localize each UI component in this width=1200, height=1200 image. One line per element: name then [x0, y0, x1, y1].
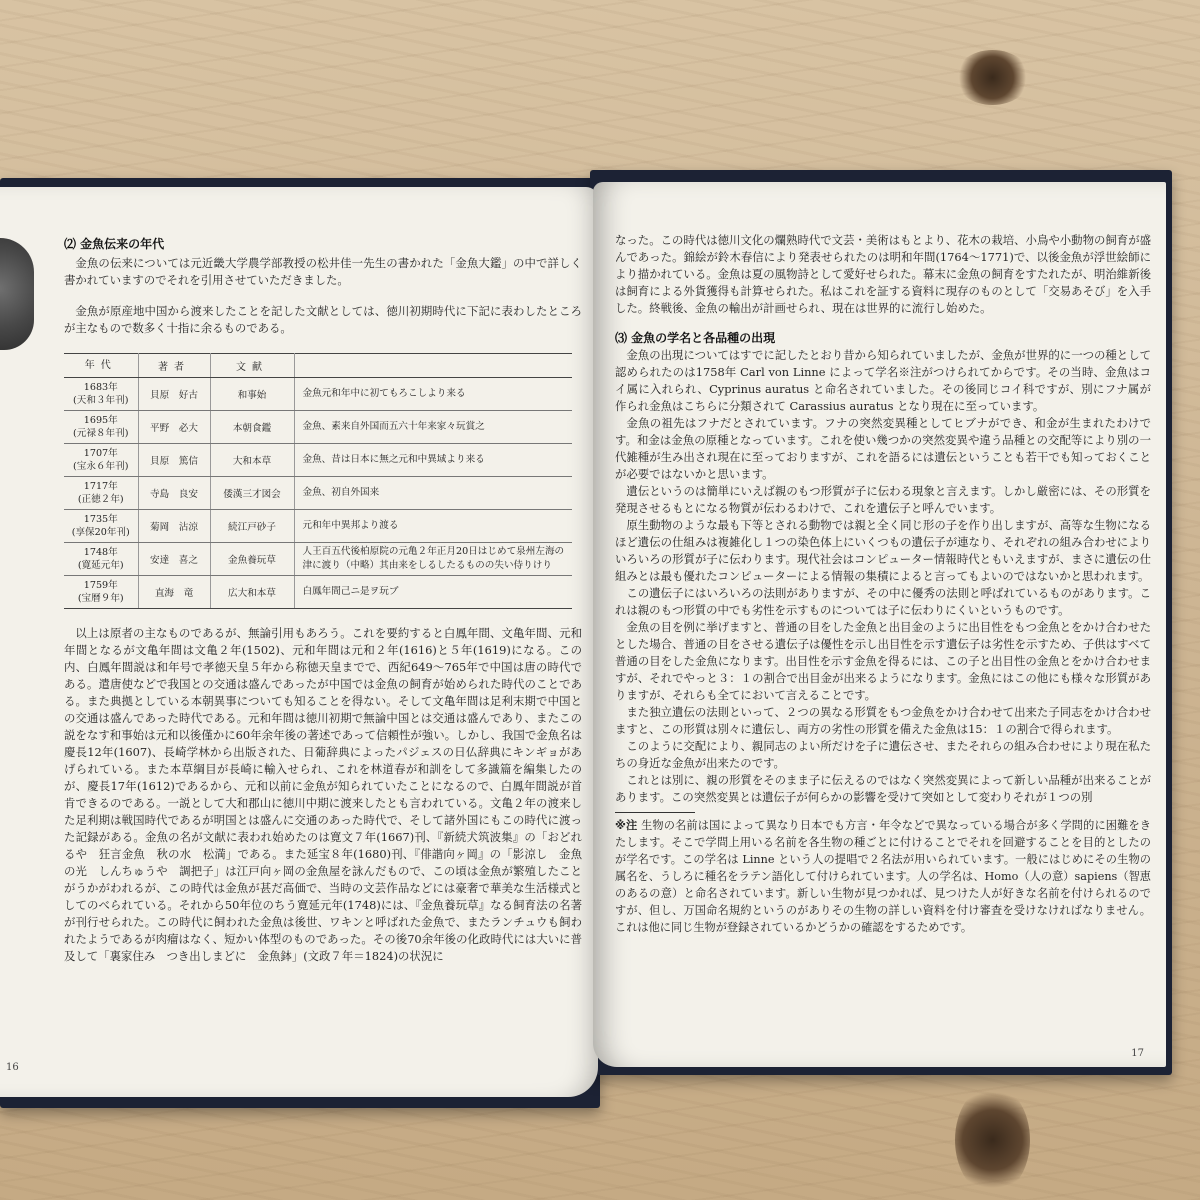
author-cell: 貝原 好古: [138, 378, 210, 411]
left-page-content: [64, 235, 582, 965]
era-cell: [64, 477, 138, 510]
author-cell: 菊岡 沾涼: [138, 510, 210, 543]
table-row: [64, 510, 572, 543]
era-year: 1759年: [83, 580, 118, 591]
table-header-row: [64, 354, 572, 378]
wood-knot: [955, 50, 1030, 105]
table-header-note: [294, 354, 572, 378]
book-cell: 大和本草: [210, 444, 294, 477]
body-paragraph: 金魚の祖先はフナだとされています。フナの突然変異種としてヒブナができ、和金が生まれたわけです。和金は金魚の原種となっています。これを使い幾つかの突然変異や違う品種との交配等により別の一代雑種が生み出され現在に至っておりますが、これを語るには遺伝ということも若干でも知っておくことが必要ではないかと思います。: [615, 416, 1151, 481]
body-paragraphs: [615, 347, 1151, 806]
footnote-rule: [615, 812, 695, 813]
wood-knot: [955, 1085, 1030, 1195]
body-paragraph: この遺伝子にはいろいろの法則がありますが、その中に優秀の法則と呼ばれているものがあります。これは親のもつ形質の中でも劣性を示すものについては子に伝わりにくいというものです。: [615, 586, 1151, 617]
era-year: 1707年: [83, 448, 118, 459]
note-cell: 金魚、初自外国来: [294, 477, 572, 510]
era-year: 1735年: [83, 514, 118, 525]
section-heading-3: ⑶ 金魚の学名と各品種の出現: [615, 331, 776, 345]
table-header-book: 文献: [210, 354, 294, 378]
era-cell: [64, 378, 138, 411]
footnote: [615, 817, 1151, 936]
table-row: [64, 378, 572, 411]
author-cell: 直海 竜: [138, 576, 210, 609]
book-cell: 和事始: [210, 378, 294, 411]
era-sub: (宝暦９年): [77, 593, 124, 604]
era-sub: (元禄８年刊): [73, 428, 129, 439]
section-heading-2: ⑵ 金魚伝来の年代: [64, 237, 165, 251]
table-header-era: 年代: [64, 354, 138, 378]
era-year: 1683年: [83, 382, 118, 393]
era-sub: (寛延元年): [77, 560, 124, 571]
footnote-text: 生物の名前は国によって異なり日本でも方言・年令などで異なっている場合が多く学問的に困難をきたします。そこで学問上用いる名前を各生物の種ごとに付けることでそれを回避することを目的としたのが学名です。この学名は Linne という人の提唱で２名法が用いられています。一般にはじめにその生物の属名を、うしろに種名をラテン語化して付けられています。人の学名は、Homo（人の意）sapiens（智恵のあるの意）と命名されています。新しい生物が見つかれば、見つけた人が好きな名前を付けられるのですが、但し、万国命名規約というのがありその生物の詳しい資料を付け審査を受けなければなりません。これは他に同じ生物が登録されているかどうかの確認をするためです。: [615, 819, 1151, 934]
body-paragraph: 金魚の目を例に挙げますと、普通の目をした金魚と出目金のように出目性をもつ金魚とをかけ合わせたとした場合、普通の目をさせる遺伝子は優性を示し出目性を示す遺伝子は劣性を示すため、子供はすべて普通の目をした金魚になります。出目性を示す金魚を得るには、この子と出目性の金魚とをかけ合わせますが、それでやっと３：１の割合で出目金が出来るようになります。金魚にはこの他にも様々な形質がありますが、それらも全てにおいて言えることです。: [615, 620, 1151, 702]
body-paragraph: このように交配により、親同志のよい所だけを子に遺伝させ、またそれらの組み合わせにより現在私たちの身近な金魚が出来たのです。: [615, 739, 1151, 770]
body-paragraph: 金魚の出現についてはすでに記したとおり昔から知られていましたが、金魚が世界的に一つの種として認められたのは1758年 Carl von Linne によって学名※注がつけられてからです。その当時、金魚はコイ属に入れられ、Cyprinus auratus と命名されていました。その後同じコイ科ですが、別にフナ属が作られ金魚はこちらに分類されて Carassius auratus となり現在に至っています。: [615, 348, 1151, 413]
table-row: [64, 444, 572, 477]
page-number: 16: [6, 1062, 19, 1073]
era-sub: (正徳２年): [77, 494, 124, 505]
note-cell: 元和年中異邦より渡る: [294, 510, 572, 543]
page-number: 17: [1131, 1048, 1144, 1059]
era-cell: [64, 576, 138, 609]
era-sub: (宝永６年刊): [73, 461, 129, 472]
intro-paragraph: 金魚の伝来については元近畿大学農学部教授の松井佳一先生の書かれた「金魚大鑑」の中で詳しく書かれていますのでそれを引用させていただきました。: [64, 256, 582, 287]
note-cell: 金魚、昔は日本に無之元和中異域より来る: [294, 444, 572, 477]
era-cell: [64, 444, 138, 477]
left-page: [0, 187, 598, 1097]
continuation-paragraph: なった。この時代は徳川文化の爛熟時代で文芸・美術はもとより、花木の栽培、小鳥や小動物の飼育が盛んであった。錦絵が鈴木春信により発表せられたのは明和年間(1764〜1771)で、以後金魚が浮世絵師により描かれている。金魚は夏の風物詩として愛好せられた。幕末に金魚の飼育をすたれたが、明治維新後は飼育による外貨獲得も計算せられた。私はこれを証する資料に現存のものとして「交易あそび」を入手した。終戦後、金魚の輸出が計画せられ、現在は世界的に流行し始めた。: [615, 233, 1151, 315]
note-cell: 金魚、素来自外国而五六十年来家々玩賞之: [294, 411, 572, 444]
body-paragraph: 遺伝というのは簡単にいえば親のもつ形質が子に伝わる現象と言えます。しかし厳密には、その形質を発現させるもとになる物質が伝わるわけで、これを遺伝子と呼んでいます。: [615, 484, 1151, 515]
body-paragraph: また独立遺伝の法則といって、２つの異なる形質をもつ金魚をかけ合わせて出来た子同志をかけ合わせますと、この形質は別々に遺伝し、両方の劣性の形質を備えた金魚は15：１の割合で得られます。: [615, 705, 1151, 736]
book-cell: 倭漢三才図会: [210, 477, 294, 510]
quote-paragraph: 金魚が原産地中国から渡来したことを記した文献としては、徳川初期時代に下記に表わしたところが主なもので数多く十指に余るものである。: [64, 304, 582, 335]
reader-thumb: [0, 238, 34, 350]
table-body: [64, 378, 572, 609]
book-cell: 本朝食鑑: [210, 411, 294, 444]
era-year: 1748年: [83, 547, 118, 558]
era-year: 1695年: [83, 415, 118, 426]
summary-paragraph: 以上は原者の主なものであるが、無論引用もあろう。これを要約すると白鳳年間、文亀年間、元和年間となるが文亀年間は文亀２年(1502)、元和年間は元和２年(1616)と５年(1619)になる。この内、白鳳年間説は和年号で孝徳天皇５年から称徳天皇までで、西紀649〜765年で中国は唐の時代である。遣唐使などで我国との交通は盛んであったが中国では金魚の飼育が始められた時代のことである。また典拠としている本朝異事についても知ることを得ない。そして文亀年間は足利末期で中国との交通は盛んであった時代である。元和年間は徳川初期で無論中国とは交通は盛んであり、またこの説をなす和事始は元和以後僅かに60年余年後の著述であって信頼性が強い。しかし、我国で金魚名は慶長12年(1607)、長崎学林から出版された、日葡辞典によったパジェスの日仏辞典にキンギョがあげられている。また本草綱目が長崎に輸入せられ、これを林道春が和訓をして多識篇を編集したのが、慶長17年(1612)であるから、元和以前に金魚が知られていたことになるので、白鳳年間説が首肯できるのである。一説として大和郡山に徳川中期に渡来したとも言われている。文亀２年の渡来した足利期は戦国時代であるが明国とは盛んに交通のあった時代で、そして諸外国にもこの時代に渡った記録がある。金魚の名が文献に表われ始めたのは寛文７年(1667)刊、『新続犬筑波集』の「おどれるや 狂言金魚 秋の水 松満」である。また延宝８年(1680)刊、『俳諧向ヶ岡』の「影涼し 金魚の光 しんちゅうや 調把子」は江戸向ヶ岡の金魚屋を詠んだもので、この頃は金魚が繁殖したことがうかがわれるが、この時代は金魚が甚だ高価で、当時の文芸作品などには豪奢で華美な生活様式としてのべられている。それから50年位のちう寛延元年(1748)には、『金魚養玩草』なる飼育法の名著が刊行せられた。この時代に飼われた金魚は後世、ワキンと呼ばれた金魚で、またランチュウも飼われたようであるが肉瘤はなく、短かい体型のものであった。その後70余年後の化政時代には大いに普及して「裏家住み つき出しまどに 金魚鉢」(文政７年＝1824)の状況に: [64, 626, 582, 963]
right-page-content: [615, 232, 1151, 936]
author-cell: 平野 必大: [138, 411, 210, 444]
era-cell: [64, 543, 138, 576]
table-row: [64, 477, 572, 510]
author-cell: 貝原 篤信: [138, 444, 210, 477]
literature-table-wrap: [64, 353, 572, 609]
body-paragraph: これとは別に、親の形質をそのまま子に伝えるのではなく突然変異によって新しい品種が出来ることがあります。この突然変異とは遺伝子が何らかの影響を受けて突如として変わりそれが１つの別: [615, 773, 1151, 804]
author-cell: 寺島 良安: [138, 477, 210, 510]
era-sub: (天和３年刊): [73, 395, 129, 406]
era-cell: [64, 411, 138, 444]
author-cell: 安達 喜之: [138, 543, 210, 576]
era-year: 1717年: [83, 481, 118, 492]
literature-table: [64, 353, 572, 609]
book-cell: 金魚養玩草: [210, 543, 294, 576]
table-row: [64, 543, 572, 576]
note-cell: 人王百五代後柏原院の元亀２年正月20日はじめて泉州左海の津に渡り（中略）其由来をしるしたるものの失い侍りけり: [294, 543, 572, 576]
era-sub: (享保20年刊): [71, 527, 130, 538]
note-cell: 白鳳年間己ニ是ヲ玩ブ: [294, 576, 572, 609]
note-cell: 金魚元和年中に初てもろこしより来る: [294, 378, 572, 411]
footnote-mark: ※注: [615, 819, 638, 832]
book-cell: 広大和本草: [210, 576, 294, 609]
table-row: [64, 411, 572, 444]
right-page: [593, 182, 1166, 1067]
era-cell: [64, 510, 138, 543]
book-cell: 続江戸砂子: [210, 510, 294, 543]
table-row: [64, 576, 572, 609]
table-header-author: 著者: [138, 354, 210, 378]
body-paragraph: 原生動物のような最も下等とされる動物では親と全く同じ形の子を作り出しますが、高等な生物になるほど遺伝の仕組みは複雑化し１つの染色体上にいくつもの遺伝子が連なり、それぞれの組み合わせによりいろいろの形質が子に伝わります。現代社会はコンピューター情報時代ともいえますが、まさに遺伝の仕組みとは最も優れたコンピューターによる情報の集積によると言ってもよいのではないかと思われます。: [615, 518, 1151, 583]
